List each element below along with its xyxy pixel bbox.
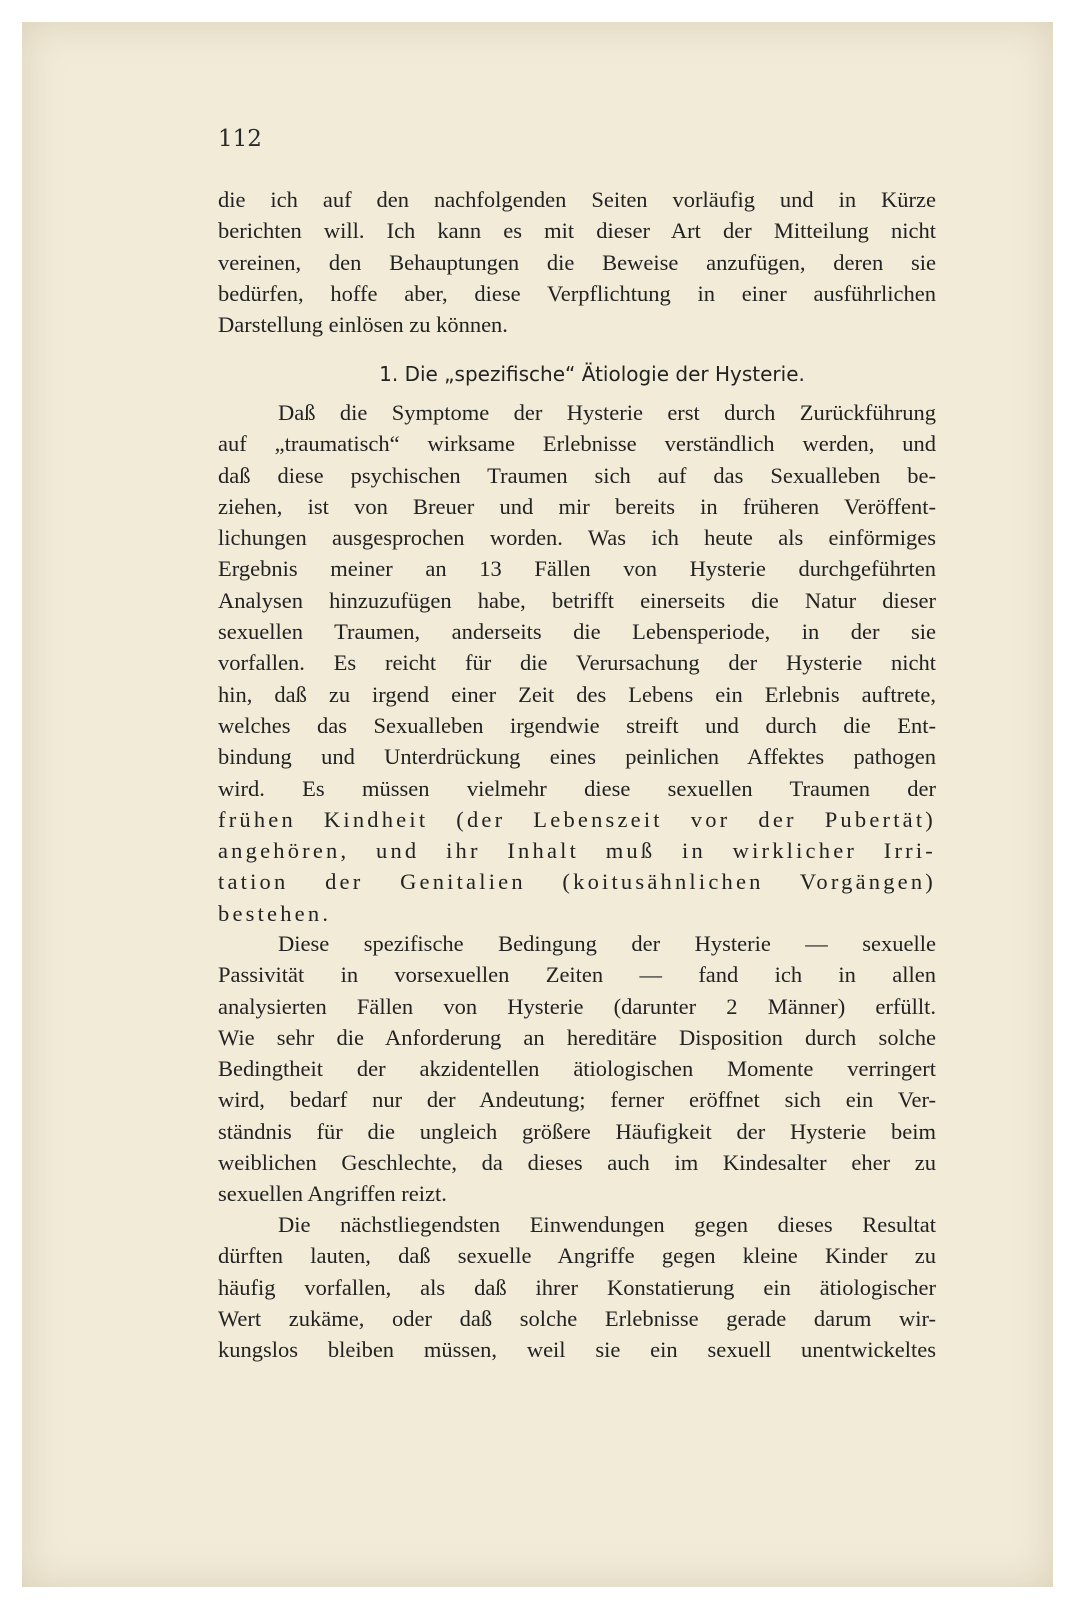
page-number: 112 [218, 126, 262, 152]
paragraph-1 [218, 397, 936, 929]
text-line: sexuellen Angriffen reizt. [218, 1181, 447, 1207]
paragraph-3 [218, 1209, 936, 1365]
text-line: Die nächstliegendsten Einwendungen gegen dieses Resultat [278, 1212, 936, 1237]
text-line: Wert zukäme, oder daß solche Erlebnisse gerade darum wir- [218, 1305, 936, 1331]
text-line: wird, bedarf nur der Andeutung; ferner eröffnet sich ein Ver- [218, 1087, 936, 1113]
text-line: wird. Es müssen vielmehr diese sexuellen Traumen der [218, 775, 936, 801]
text-line: Wie sehr die Anforderung an hereditäre Disposition durch solche [218, 1024, 936, 1050]
intro-paragraph [218, 184, 936, 340]
text-line: Passivität in vorsexuellen Zeiten — fand ich in allen [218, 962, 936, 988]
text-line: tation der Genitalien (koitusähnlichen Vorgängen) [218, 869, 936, 895]
text-line: Daß die Symptome der Hysterie erst durch Zurückführung [278, 400, 936, 425]
text-line: kungslos bleiben müssen, weil sie ein sexuell unentwickeltes [218, 1337, 936, 1363]
section-heading: 1. Die „spezifische“ Ätiologie der Hysterie. [379, 362, 805, 386]
text-line: auf „traumatisch“ wirksame Erlebnisse verständlich werden, und [218, 431, 936, 457]
text-line: vereinen, den Behauptungen die Beweise anzufügen, deren sie [218, 249, 936, 275]
text-line: Analysen hinzuzufügen habe, betrifft einerseits die Natur dieser [218, 587, 936, 613]
text-line: lichungen ausgesprochen worden. Was ich heute als einförmiges [218, 525, 936, 551]
text-line: vorfallen. Es reicht für die Verursachung der Hysterie nicht [218, 650, 936, 676]
text-line: welches das Sexualleben irgendwie streift und durch die Ent- [218, 712, 936, 738]
text-line: dürften lauten, daß sexuelle Angriffe gegen kleine Kinder zu [218, 1243, 936, 1269]
text-line: häufig vorfallen, als daß ihrer Konstatierung ein ätiologischer [218, 1274, 936, 1300]
text-line: weiblichen Geschlechte, da dieses auch im Kindesalter eher zu [218, 1150, 936, 1176]
text-line: analysierten Fällen von Hysterie (darunter 2 Männer) erfüllt. [218, 993, 936, 1019]
paragraph-2 [218, 928, 936, 1210]
text-line: die ich auf den nachfolgenden Seiten vorläufig und in Kürze [218, 187, 936, 212]
text-line: Bedingtheit der akzidentellen ätiologischen Momente verringert [218, 1056, 936, 1082]
text-line: bindung und Unterdrückung eines peinlichen Affektes pathogen [218, 744, 936, 770]
text-line: angehören, und ihr Inhalt muß in wirklicher Irri- [218, 838, 936, 864]
text-line: berichten will. Ich kann es mit dieser Art der Mitteilung nicht [218, 218, 936, 244]
text-line: frühen Kindheit (der Lebenszeit vor der Pubertät) [218, 806, 936, 832]
text-line: ständnis für die ungleich größere Häufigkeit der Hysterie beim [218, 1118, 936, 1144]
text-line: ziehen, ist von Breuer und mir bereits in früheren Veröffent- [218, 493, 936, 519]
text-line: sexuellen Traumen, anderseits die Lebensperiode, in der sie [218, 619, 936, 645]
text-line: hin, daß zu irgend einer Zeit des Lebens ein Erlebnis auftrete, [218, 681, 936, 707]
text-line: daß diese psychischen Traumen sich auf das Sexualleben be- [218, 462, 936, 488]
text-line: Darstellung einlösen zu können. [218, 312, 508, 338]
text-line: bedürfen, hoffe aber, diese Verpflichtung in einer ausführlichen [218, 280, 936, 306]
text-line: bestehen. [218, 900, 332, 926]
text-line: Diese spezifische Bedingung der Hysterie — sexuelle [278, 931, 936, 956]
text-line: Ergebnis meiner an 13 Fällen von Hysterie durchgeführten [218, 556, 936, 582]
